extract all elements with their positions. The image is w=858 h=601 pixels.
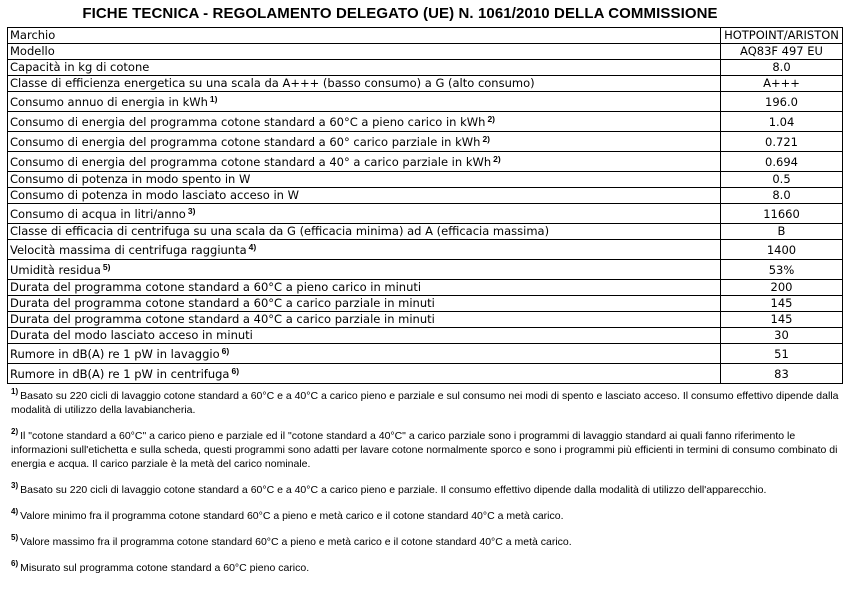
row-label: [8, 296, 721, 312]
table-row: [8, 92, 843, 112]
row-label-text: Durata del programma cotone standard a 60°C a pieno carico in minuti: [10, 280, 422, 294]
row-value: 53%: [721, 260, 843, 280]
footnote-number: 2): [11, 427, 19, 436]
row-value: 196.0: [721, 92, 843, 112]
table-row: [8, 364, 843, 384]
row-label-text: Durata del programma cotone standard a 60°C a carico parziale in minuti: [10, 296, 435, 310]
row-label-text: Consumo di acqua in litri/anno: [10, 207, 186, 221]
row-label-text: Velocità massima di centrifuga raggiunta: [10, 243, 247, 257]
row-value: A+++: [721, 76, 843, 92]
row-label: [8, 344, 721, 364]
footnote-ref: 2): [482, 134, 490, 144]
row-label-text: Durata del modo lasciato acceso in minuti: [10, 328, 253, 342]
row-value: 51: [721, 344, 843, 364]
footnote-ref: 2): [487, 114, 495, 124]
row-label: [8, 60, 721, 76]
row-label-text: Classe di efficacia di centrifuga su una scala da G (efficacia minima) ad A (efficacia massima): [10, 224, 550, 238]
row-value: 0.721: [721, 132, 843, 152]
table-row: [8, 328, 843, 344]
row-value: 83: [721, 364, 843, 384]
row-value: 145: [721, 296, 843, 312]
footnote-ref: 1): [209, 94, 218, 104]
table-row: [8, 76, 843, 92]
footnote-number: 5): [11, 533, 19, 542]
footnote-ref: 5): [102, 262, 111, 272]
table-row: [8, 28, 843, 44]
table-row: [8, 204, 843, 224]
table-row: [8, 112, 843, 132]
row-label: [8, 328, 721, 344]
row-label-text: Marchio: [10, 28, 56, 42]
footnote-ref: 4): [248, 242, 257, 252]
row-label: [8, 224, 721, 240]
footnote-ref: 2): [493, 154, 501, 164]
footnote: [11, 535, 846, 549]
table-row: [8, 224, 843, 240]
row-label: [8, 112, 721, 132]
footnote: [11, 429, 846, 471]
footnote-ref: 6): [231, 366, 240, 376]
row-label-text: Consumo di energia del programma cotone standard a 40° a carico parziale in kWh: [10, 155, 492, 169]
footnote-number: 4): [11, 507, 19, 516]
footnote: [11, 509, 846, 523]
row-value: 0.694: [721, 152, 843, 172]
row-value: 0.5: [721, 172, 843, 188]
row-label-text: Umidità residua: [10, 263, 101, 277]
footnote-number: 1): [11, 387, 19, 396]
footnote-number: 3): [11, 481, 19, 490]
row-value: 1.04: [721, 112, 843, 132]
footnote: [11, 561, 846, 575]
row-value: AQ83F 497 EU: [721, 44, 843, 60]
table-row: [8, 172, 843, 188]
footnote-ref: 3): [187, 206, 196, 216]
row-label-text: Consumo annuo di energia in kWh: [10, 95, 208, 109]
table-row: [8, 240, 843, 260]
footnote: [11, 483, 846, 497]
footnote-text: Valore massimo fra il programma cotone standard 60°C a pieno e metà carico e il cotone standard 40°C a metà carico.: [20, 536, 572, 548]
footnotes: [11, 389, 846, 587]
table-row: [8, 344, 843, 364]
table-row: [8, 44, 843, 60]
table-row: [8, 260, 843, 280]
row-value: 11660: [721, 204, 843, 224]
row-label: [8, 364, 721, 384]
table-row: [8, 280, 843, 296]
row-label-text: Rumore in dB(A) re 1 pW in centrifuga: [10, 367, 230, 381]
table-row: [8, 152, 843, 172]
row-label: [8, 312, 721, 328]
row-label: [8, 92, 721, 112]
row-label: [8, 204, 721, 224]
row-label: [8, 152, 721, 172]
table-row: [8, 60, 843, 76]
row-label: [8, 172, 721, 188]
footnote-text: Basato su 220 cicli di lavaggio cotone standard a 60°C e a 40°C a carico pieno e parziale e sul consumo nei modi di spento e lasciato acceso. Il consumo effettivo dipende dalla modalità di utilizzo della lavabiancheria.: [11, 390, 839, 416]
row-value: 1400: [721, 240, 843, 260]
row-label-text: Consumo di potenza in modo lasciato acceso in W: [10, 188, 299, 202]
row-label: [8, 44, 721, 60]
footnote: [11, 389, 846, 417]
table-row: [8, 312, 843, 328]
row-label-text: Durata del programma cotone standard a 40°C a carico parziale in minuti: [10, 312, 435, 326]
footnote-ref: 6): [221, 346, 230, 356]
row-value: 8.0: [721, 188, 843, 204]
table-row: [8, 188, 843, 204]
row-value: 30: [721, 328, 843, 344]
footnote-text: Misurato sul programma cotone standard a 60°C pieno carico.: [20, 562, 310, 574]
row-label: [8, 28, 721, 44]
row-label-text: Consumo di potenza in modo spento in W: [10, 172, 251, 186]
footnote-number: 6): [11, 559, 19, 568]
row-label-text: Modello: [10, 44, 55, 58]
row-label-text: Classe di efficienza energetica su una scala da A+++ (basso consumo) a G (alto consumo): [10, 76, 535, 90]
row-label-text: Consumo di energia del programma cotone standard a 60°C a pieno carico in kWh: [10, 115, 486, 129]
footnote-text: Basato su 220 cicli di lavaggio cotone standard a 60°C e a 40°C a carico pieno e parziale. Il consumo effettivo dipende dalla modalità di utilizzo dell'apparecchio.: [20, 484, 767, 496]
row-label: [8, 240, 721, 260]
row-value: 145: [721, 312, 843, 328]
row-label: [8, 280, 721, 296]
table-row: [8, 132, 843, 152]
row-label: [8, 188, 721, 204]
row-label-text: Rumore in dB(A) re 1 pW in lavaggio: [10, 347, 220, 361]
row-value: B: [721, 224, 843, 240]
row-label-text: Capacità in kg di cotone: [10, 60, 150, 74]
row-value: 200: [721, 280, 843, 296]
page-title: FICHE TECNICA - REGOLAMENTO DELEGATO (UE) N. 1061/2010 DELLA COMMISSIONE: [82, 5, 718, 22]
table-row: [8, 296, 843, 312]
row-value: HOTPOINT/ARISTON: [721, 28, 843, 44]
footnote-text: Valore minimo fra il programma cotone standard 60°C a pieno e metà carico e il cotone standard 40°C a metà carico.: [20, 510, 564, 522]
row-label: [8, 260, 721, 280]
row-label: [8, 76, 721, 92]
footnote-text: Il "cotone standard a 60°C" a carico pieno e parziale ed il "cotone standard a 40°C" a carico parziale sono i programmi di lavaggio standard ai quali fanno riferimento le informazioni sull'etichetta e sulla scheda, questi programmi sono adatti per lavare cotone normalmente sporco e sono i programmi più efficienti in termini di consumo combinato di energia e acqua. Il carico parziale è la metà del carico nominale.: [11, 430, 838, 470]
row-label: [8, 132, 721, 152]
row-value: 8.0: [721, 60, 843, 76]
spec-table: [7, 27, 843, 384]
row-label-text: Consumo di energia del programma cotone standard a 60° carico parziale in kWh: [10, 135, 481, 149]
